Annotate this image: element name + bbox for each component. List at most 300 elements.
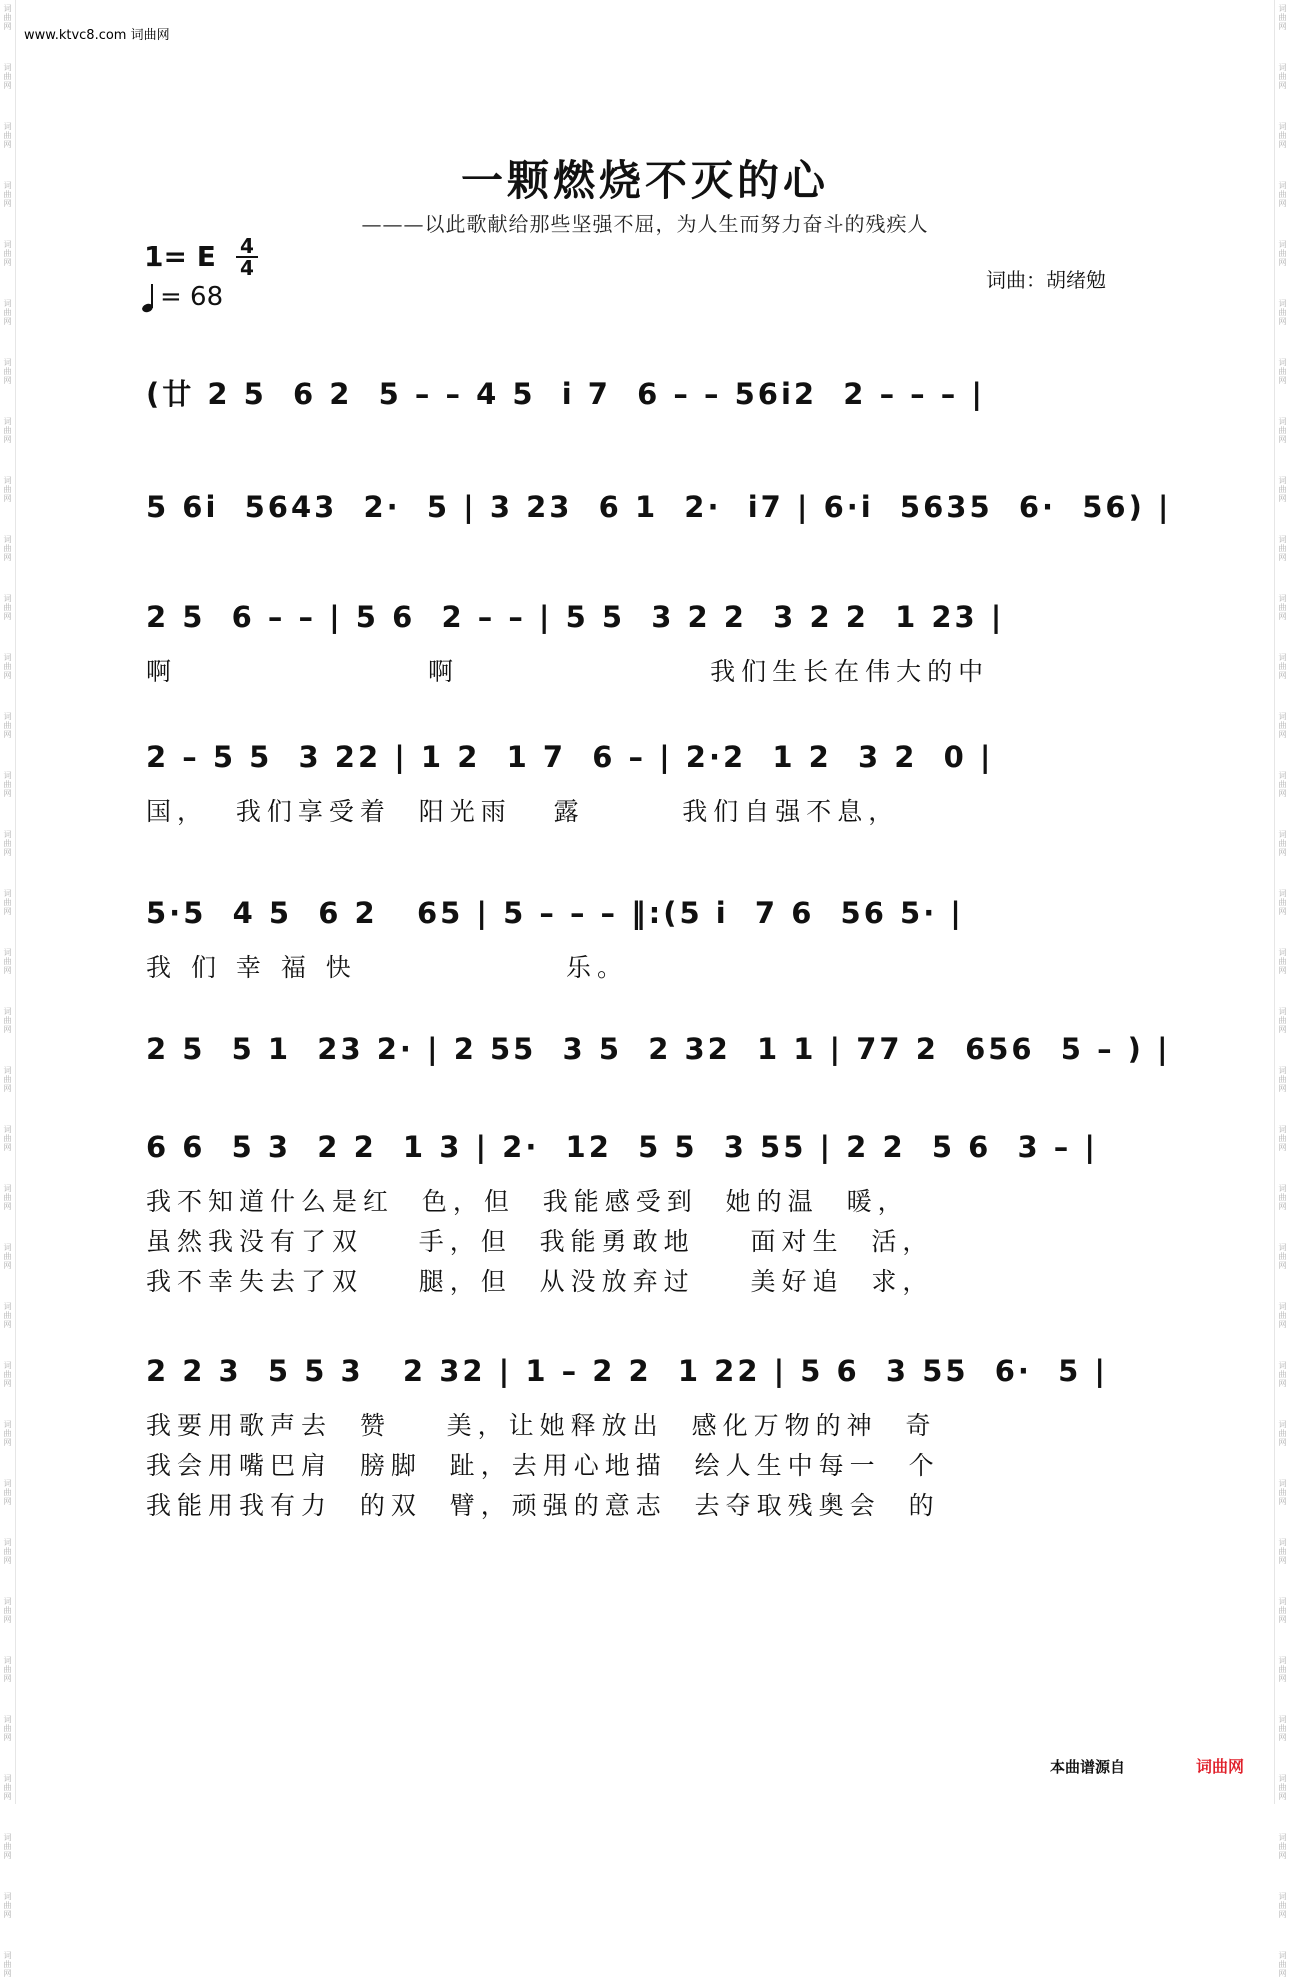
- watermark-mark: [3, 771, 12, 798]
- watermark-char: 曲: [3, 1665, 12, 1674]
- watermark-mark: [1278, 1951, 1287, 1978]
- watermark-mark: [1278, 417, 1287, 444]
- watermark-char: 词: [3, 1361, 12, 1370]
- lyric-line: 啊 啊 我们生长在伟大的中: [146, 657, 990, 686]
- watermark-mark: [1278, 1892, 1287, 1919]
- watermark-char: 词: [3, 1479, 12, 1488]
- watermark-char: 网: [1278, 1379, 1287, 1388]
- watermark-char: 曲: [1278, 426, 1287, 435]
- lyric-line: 国， 我们享受着 阳光雨 露 我们自强不息，: [146, 797, 900, 826]
- score-system-notes: 5 6i 5643 2· 5 | 3 23 6 1 2· i7 | 6·i 5635 6· 56) |: [146, 490, 1172, 524]
- watermark-char: 曲: [1278, 249, 1287, 258]
- watermark-mark: [3, 417, 12, 444]
- watermark-mark: [3, 948, 12, 975]
- watermark-char: 网: [1278, 907, 1287, 916]
- watermark-char: 词: [3, 1892, 12, 1901]
- watermark-mark: [3, 299, 12, 326]
- watermark-mark: [1278, 4, 1287, 31]
- watermark-char: 词: [1278, 1066, 1287, 1075]
- watermark-char: 词: [3, 1656, 12, 1665]
- watermark-char: 网: [3, 317, 12, 326]
- watermark-char: 网: [1278, 1025, 1287, 1034]
- watermark-char: 曲: [1278, 1960, 1287, 1969]
- watermark-char: 词: [1278, 830, 1287, 839]
- watermark-char: 网: [3, 1379, 12, 1388]
- watermark-char: 网: [1278, 140, 1287, 149]
- watermark-mark: [1278, 948, 1287, 975]
- watermark-char: 曲: [3, 426, 12, 435]
- watermark-char: 网: [1278, 1910, 1287, 1919]
- watermark-char: 曲: [1278, 1311, 1287, 1320]
- watermark-char: 网: [3, 671, 12, 680]
- watermark-mark: [3, 594, 12, 621]
- watermark-char: 网: [1278, 1438, 1287, 1447]
- watermark-char: 词: [1278, 1243, 1287, 1252]
- watermark-char: 曲: [3, 1783, 12, 1792]
- watermark-mark: [1278, 594, 1287, 621]
- watermark-char: 词: [3, 1066, 12, 1075]
- watermark-char: 词: [3, 771, 12, 780]
- watermark-char: 曲: [3, 190, 12, 199]
- watermark-mark: [1278, 299, 1287, 326]
- watermark-char: 网: [3, 1497, 12, 1506]
- watermark-char: 网: [3, 1733, 12, 1742]
- watermark-char: 词: [1278, 1892, 1287, 1901]
- watermark-char: 网: [1278, 848, 1287, 857]
- site-url[interactable]: www.ktvc8.com 词曲网: [24, 28, 170, 43]
- watermark-char: 网: [1278, 671, 1287, 680]
- watermark-char: 曲: [3, 957, 12, 966]
- watermark-char: 曲: [3, 662, 12, 671]
- watermark-char: 网: [3, 789, 12, 798]
- watermark-char: 曲: [3, 1134, 12, 1143]
- watermark-char: 网: [3, 1615, 12, 1624]
- watermark-char: 词: [1278, 1833, 1287, 1842]
- watermark-char: 网: [1278, 966, 1287, 975]
- watermark-char: 网: [3, 1084, 12, 1093]
- watermark-char: 词: [3, 1597, 12, 1606]
- watermark-char: 词: [1278, 1125, 1287, 1134]
- watermark-char: 词: [3, 4, 12, 13]
- watermark-char: 曲: [1278, 1370, 1287, 1379]
- watermark-char: 曲: [3, 1960, 12, 1969]
- watermark-char: 网: [1278, 1556, 1287, 1565]
- score-system-notes: 2 2 3 5 5 3 2 32 | 1 – 2 2 1 22 | 5 6 3 55 6· 5 |: [146, 1354, 1109, 1388]
- watermark-char: 词: [3, 889, 12, 898]
- watermark-char: 词: [3, 1774, 12, 1783]
- watermark-mark: [1278, 1066, 1287, 1093]
- watermark-char: 网: [3, 376, 12, 385]
- watermark-char: 网: [3, 1261, 12, 1270]
- watermark-char: 网: [3, 907, 12, 916]
- watermark-char: 曲: [3, 131, 12, 140]
- watermark-char: 词: [1278, 1007, 1287, 1016]
- watermark-mark: [1278, 653, 1287, 680]
- watermark-char: 网: [1278, 376, 1287, 385]
- watermark-char: 曲: [1278, 721, 1287, 730]
- watermark-char: 网: [3, 1910, 12, 1919]
- watermark-mark: [1278, 1302, 1287, 1329]
- watermark-mark: [3, 653, 12, 680]
- watermark-mark: [1278, 771, 1287, 798]
- watermark-mark: [3, 1302, 12, 1329]
- watermark-char: 曲: [3, 1488, 12, 1497]
- score-system-notes: 2 5 6 – – | 5 6 2 – – | 5 5 3 2 2 3 2 2 1 23 |: [146, 600, 1005, 634]
- watermark-mark: [1278, 240, 1287, 267]
- watermark-mark: [1278, 712, 1287, 739]
- watermark-char: 词: [1278, 889, 1287, 898]
- watermark-char: 曲: [3, 603, 12, 612]
- watermark-mark: [1278, 1715, 1287, 1742]
- watermark-char: 词: [3, 1420, 12, 1429]
- watermark-char: 网: [1278, 1851, 1287, 1860]
- watermark-char: 曲: [1278, 1488, 1287, 1497]
- watermark-mark: [3, 122, 12, 149]
- watermark-mark: [1278, 358, 1287, 385]
- watermark-char: 网: [3, 553, 12, 562]
- watermark-char: 词: [3, 948, 12, 957]
- watermark-mark: [1278, 1774, 1287, 1801]
- watermark-char: 词: [3, 1833, 12, 1842]
- watermark-char: 曲: [3, 249, 12, 258]
- watermark-char: 网: [3, 1143, 12, 1152]
- watermark-char: 网: [1278, 1497, 1287, 1506]
- watermark-char: 词: [1278, 181, 1287, 190]
- watermark-char: 曲: [1278, 662, 1287, 671]
- watermark-mark: [3, 712, 12, 739]
- watermark-char: 词: [3, 1125, 12, 1134]
- watermark-mark: [1278, 830, 1287, 857]
- watermark-char: 词: [1278, 1361, 1287, 1370]
- watermark-char: 词: [3, 535, 12, 544]
- watermark-char: 网: [3, 1202, 12, 1211]
- tempo-value: = 68: [160, 282, 224, 312]
- watermark-char: 词: [1278, 1951, 1287, 1960]
- watermark-char: 网: [3, 1851, 12, 1860]
- lyric-line: 虽然我没有了双 手，但 我能勇敢地 面对生 活，: [146, 1227, 934, 1256]
- watermark-char: 曲: [1278, 1016, 1287, 1025]
- watermark-char: 词: [3, 181, 12, 190]
- watermark-mark: [1278, 1597, 1287, 1624]
- watermark-char: 词: [1278, 358, 1287, 367]
- watermark-char: 曲: [3, 839, 12, 848]
- watermark-char: 网: [3, 140, 12, 149]
- watermark-char: 曲: [3, 1311, 12, 1320]
- watermark-char: 词: [3, 122, 12, 131]
- watermark-char: 曲: [1278, 1429, 1287, 1438]
- watermark-char: 词: [3, 1715, 12, 1724]
- key-signature: 1= E: [144, 240, 216, 273]
- watermark-char: 曲: [3, 1606, 12, 1615]
- watermark-char: 词: [3, 417, 12, 426]
- watermark-mark: [1278, 1184, 1287, 1211]
- watermark-char: 网: [1278, 81, 1287, 90]
- song-title: 一颗燃烧不灭的心: [460, 156, 829, 205]
- watermark-mark: [1278, 1007, 1287, 1034]
- watermark-mark: [3, 889, 12, 916]
- watermark-char: 网: [1278, 1143, 1287, 1152]
- watermark-char: 曲: [1278, 544, 1287, 553]
- watermark-char: 词: [1278, 948, 1287, 957]
- watermark-mark: [1278, 889, 1287, 916]
- footer-source-label: 本曲谱源自: [1050, 1758, 1126, 1776]
- watermark-char: 词: [1278, 1656, 1287, 1665]
- watermark-mark: [3, 830, 12, 857]
- watermark-char: 网: [1278, 1792, 1287, 1801]
- time-signature: [236, 236, 258, 278]
- watermark-char: 网: [3, 1674, 12, 1683]
- tempo-marking: [142, 282, 223, 312]
- watermark-char: 网: [3, 494, 12, 503]
- watermark-mark: [3, 1243, 12, 1270]
- watermark-char: 曲: [3, 544, 12, 553]
- watermark-char: 网: [3, 1792, 12, 1801]
- watermark-char: 曲: [3, 1724, 12, 1733]
- watermark-char: 词: [3, 594, 12, 603]
- time-signature-bottom: 4: [240, 256, 254, 280]
- watermark-char: 词: [3, 240, 12, 249]
- watermark-char: 曲: [3, 367, 12, 376]
- watermark-char: 网: [1278, 317, 1287, 326]
- watermark-mark: [3, 4, 12, 31]
- right-watermark-strip: [1274, 0, 1290, 1978]
- watermark-mark: [3, 1184, 12, 1211]
- watermark-char: 曲: [1278, 957, 1287, 966]
- watermark-char: 词: [1278, 771, 1287, 780]
- watermark-mark: [3, 1597, 12, 1624]
- watermark-char: 曲: [3, 1252, 12, 1261]
- watermark-char: 词: [3, 653, 12, 662]
- quarter-note-icon: [142, 282, 154, 312]
- watermark-char: 曲: [3, 1075, 12, 1084]
- watermark-char: 网: [1278, 1674, 1287, 1683]
- watermark-char: 词: [1278, 1715, 1287, 1724]
- watermark-char: 网: [3, 258, 12, 267]
- watermark-mark: [3, 1951, 12, 1978]
- watermark-char: 词: [3, 63, 12, 72]
- watermark-char: 词: [3, 830, 12, 839]
- watermark-mark: [1278, 1833, 1287, 1860]
- watermark-char: 词: [1278, 1597, 1287, 1606]
- watermark-char: 词: [3, 358, 12, 367]
- watermark-char: 曲: [1278, 1606, 1287, 1615]
- watermark-char: 词: [3, 1243, 12, 1252]
- watermark-char: 网: [1278, 1615, 1287, 1624]
- watermark-char: 曲: [1278, 308, 1287, 317]
- watermark-char: 网: [3, 966, 12, 975]
- watermark-char: 网: [1278, 1084, 1287, 1093]
- watermark-char: 网: [3, 730, 12, 739]
- watermark-char: 词: [3, 1302, 12, 1311]
- watermark-char: 曲: [1278, 1252, 1287, 1261]
- watermark-mark: [3, 1538, 12, 1565]
- watermark-char: 曲: [1278, 1783, 1287, 1792]
- score-system-notes: 5·5 4 5 6 2 65 | 5 – – – ‖:(5 i 7 6 56 5· |: [146, 896, 964, 930]
- watermark-char: 曲: [3, 1370, 12, 1379]
- lyric-line: 我 们 幸 福 快 乐。: [146, 953, 628, 982]
- watermark-char: 曲: [1278, 1842, 1287, 1851]
- watermark-char: 曲: [1278, 367, 1287, 376]
- watermark-char: 曲: [1278, 898, 1287, 907]
- watermark-char: 曲: [3, 485, 12, 494]
- watermark-char: 网: [1278, 1733, 1287, 1742]
- watermark-char: 词: [1278, 1184, 1287, 1193]
- watermark-char: 曲: [3, 1429, 12, 1438]
- watermark-mark: [1278, 1361, 1287, 1388]
- watermark-char: 曲: [1278, 780, 1287, 789]
- watermark-char: 曲: [1278, 131, 1287, 140]
- watermark-char: 词: [1278, 240, 1287, 249]
- watermark-mark: [3, 1892, 12, 1919]
- watermark-char: 曲: [3, 1016, 12, 1025]
- watermark-char: 词: [1278, 1538, 1287, 1547]
- watermark-char: 网: [1278, 1969, 1287, 1978]
- watermark-mark: [1278, 1125, 1287, 1152]
- watermark-char: 曲: [3, 1193, 12, 1202]
- watermark-char: 曲: [3, 780, 12, 789]
- watermark-mark: [1278, 1538, 1287, 1565]
- watermark-char: 词: [3, 712, 12, 721]
- watermark-char: 曲: [1278, 1193, 1287, 1202]
- watermark-char: 曲: [1278, 1901, 1287, 1910]
- watermark-char: 词: [1278, 417, 1287, 426]
- watermark-mark: [3, 358, 12, 385]
- watermark-char: 曲: [3, 1901, 12, 1910]
- watermark-char: 曲: [1278, 1665, 1287, 1674]
- watermark-char: 词: [3, 1951, 12, 1960]
- watermark-mark: [1278, 1243, 1287, 1270]
- watermark-mark: [3, 1715, 12, 1742]
- watermark-char: 曲: [3, 308, 12, 317]
- watermark-mark: [3, 1007, 12, 1034]
- watermark-char: 网: [3, 848, 12, 857]
- watermark-mark: [3, 240, 12, 267]
- watermark-char: 词: [1278, 4, 1287, 13]
- watermark-char: 网: [3, 1320, 12, 1329]
- watermark-mark: [3, 1420, 12, 1447]
- watermark-mark: [1278, 535, 1287, 562]
- watermark-char: 词: [1278, 63, 1287, 72]
- watermark-mark: [3, 535, 12, 562]
- watermark-char: 曲: [3, 1842, 12, 1851]
- watermark-char: 词: [1278, 1420, 1287, 1429]
- watermark-char: 曲: [3, 13, 12, 22]
- watermark-char: 网: [3, 1025, 12, 1034]
- footer-logo[interactable]: 词曲网: [1196, 1757, 1245, 1776]
- lyric-line: 我会用嘴巴肩 膀脚 趾，去用心地描 绘人生中每一 个: [146, 1451, 940, 1480]
- score-system-notes: 2 – 5 5 3 22 | 1 2 1 7 6 – | 2·2 1 2 3 2 0 |: [146, 740, 994, 774]
- watermark-char: 词: [1278, 653, 1287, 662]
- watermark-char: 词: [1278, 712, 1287, 721]
- watermark-mark: [1278, 122, 1287, 149]
- watermark-mark: [3, 1774, 12, 1801]
- watermark-char: 曲: [1278, 1134, 1287, 1143]
- watermark-char: 曲: [1278, 190, 1287, 199]
- score-system-notes: (廿 2 5 6 2 5 – – 4 5 i 7 6 – – 56i2 2 – – – |: [146, 377, 985, 411]
- watermark-char: 曲: [1278, 1075, 1287, 1084]
- watermark-char: 曲: [1278, 485, 1287, 494]
- watermark-char: 曲: [1278, 1547, 1287, 1556]
- watermark-char: 词: [3, 299, 12, 308]
- watermark-char: 网: [1278, 1261, 1287, 1270]
- watermark-char: 曲: [1278, 1724, 1287, 1733]
- composer-credit: 词曲：胡绪勉: [986, 268, 1106, 292]
- watermark-char: 词: [1278, 1302, 1287, 1311]
- watermark-char: 词: [1278, 1774, 1287, 1783]
- watermark-char: 网: [1278, 612, 1287, 621]
- watermark-char: 词: [1278, 594, 1287, 603]
- watermark-char: 网: [1278, 789, 1287, 798]
- watermark-char: 曲: [1278, 72, 1287, 81]
- watermark-mark: [3, 63, 12, 90]
- lyric-line: 我不知道什么是红 色，但 我能感受到 她的温 暖，: [146, 1187, 909, 1216]
- watermark-char: 网: [3, 1556, 12, 1565]
- watermark-char: 网: [3, 22, 12, 31]
- watermark-char: 网: [1278, 258, 1287, 267]
- watermark-mark: [1278, 1420, 1287, 1447]
- watermark-char: 曲: [3, 898, 12, 907]
- left-watermark-strip: [0, 0, 16, 1978]
- watermark-char: 曲: [1278, 839, 1287, 848]
- watermark-char: 曲: [3, 721, 12, 730]
- watermark-char: 曲: [1278, 603, 1287, 612]
- watermark-mark: [3, 1066, 12, 1093]
- watermark-char: 网: [1278, 435, 1287, 444]
- watermark-char: 词: [1278, 122, 1287, 131]
- watermark-char: 曲: [3, 72, 12, 81]
- watermark-mark: [1278, 476, 1287, 503]
- watermark-char: 网: [1278, 199, 1287, 208]
- watermark-char: 网: [3, 199, 12, 208]
- watermark-mark: [3, 1656, 12, 1683]
- watermark-mark: [3, 1125, 12, 1152]
- watermark-char: 网: [1278, 730, 1287, 739]
- time-signature-top: 4: [240, 234, 254, 258]
- watermark-mark: [3, 476, 12, 503]
- watermark-char: 网: [3, 1969, 12, 1978]
- watermark-char: 网: [1278, 553, 1287, 562]
- score-system-notes: 2 5 5 1 23 2· | 2 55 3 5 2 32 1 1 | 77 2 656 5 – ) |: [146, 1032, 1171, 1066]
- watermark-char: 网: [3, 1438, 12, 1447]
- watermark-char: 词: [1278, 1479, 1287, 1488]
- watermark-char: 网: [1278, 494, 1287, 503]
- watermark-char: 词: [3, 1538, 12, 1547]
- song-subtitle: ———以此歌献给那些坚强不屈，为人生而努力奋斗的残疾人: [361, 212, 929, 236]
- watermark-char: 词: [1278, 535, 1287, 544]
- watermark-char: 曲: [3, 1547, 12, 1556]
- watermark-char: 网: [1278, 1320, 1287, 1329]
- watermark-mark: [3, 1833, 12, 1860]
- watermark-mark: [1278, 1656, 1287, 1683]
- watermark-mark: [1278, 1479, 1287, 1506]
- watermark-mark: [3, 1479, 12, 1506]
- watermark-char: 词: [1278, 476, 1287, 485]
- score-system-notes: 6 6 5 3 2 2 1 3 | 2· 12 5 5 3 55 | 2 2 5 6 3 – |: [146, 1130, 1098, 1164]
- watermark-char: 曲: [1278, 13, 1287, 22]
- lyric-line: 我不幸失去了双 腿，但 从没放弃过 美好追 求，: [146, 1267, 934, 1296]
- watermark-char: 网: [1278, 22, 1287, 31]
- watermark-char: 词: [1278, 299, 1287, 308]
- watermark-char: 网: [3, 81, 12, 90]
- watermark-char: 词: [3, 476, 12, 485]
- lyric-line: 我要用歌声去 赞 美，让她释放出 感化万物的神 奇: [146, 1411, 937, 1440]
- watermark-char: 词: [3, 1184, 12, 1193]
- watermark-char: 网: [1278, 1202, 1287, 1211]
- watermark-mark: [1278, 63, 1287, 90]
- watermark-char: 网: [3, 612, 12, 621]
- watermark-char: 词: [3, 1007, 12, 1016]
- watermark-char: 网: [3, 435, 12, 444]
